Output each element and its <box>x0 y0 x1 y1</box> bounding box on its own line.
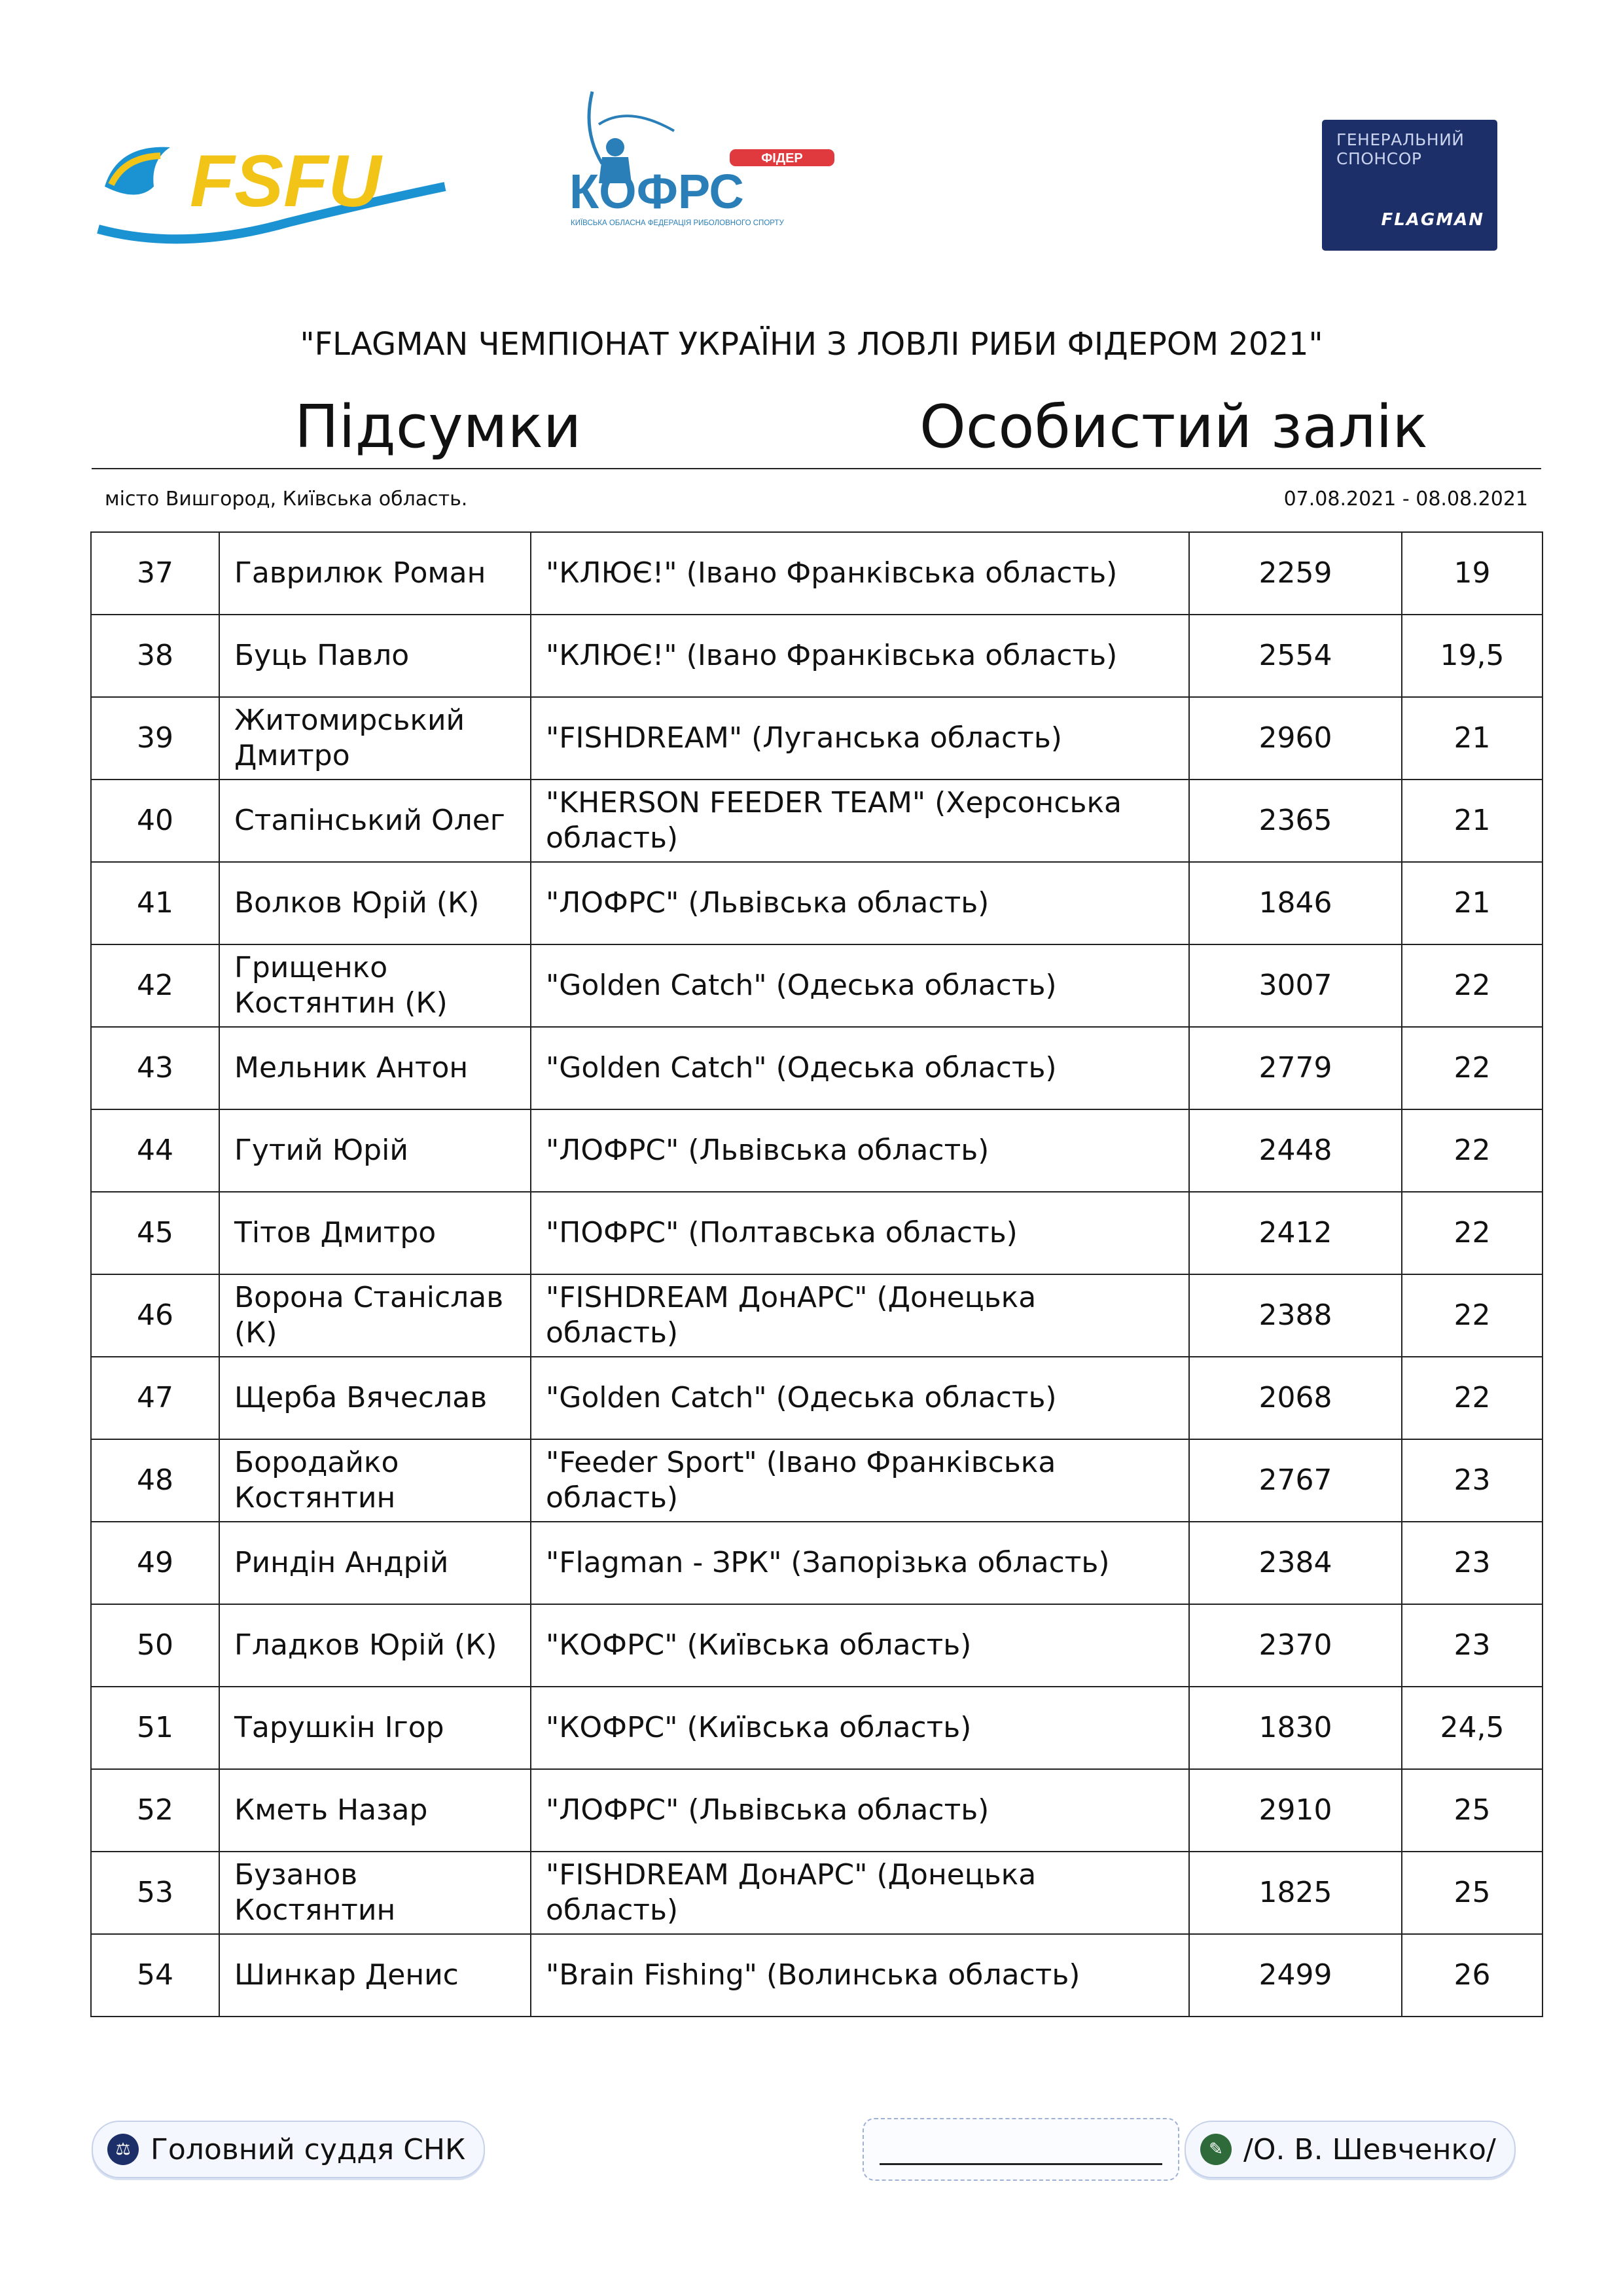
kofrs-subtitle: КИЇВСЬКА ОБЛАСНА ФЕДЕРАЦІЯ РИБОЛОВНОГО СПОРТУ <box>571 219 784 227</box>
cell-num: 51 <box>91 1687 219 1769</box>
cell-name: Грищенко Костянтин (К) <box>219 944 531 1027</box>
cell-team: "Brain Fishing" (Волинська область) <box>531 1934 1189 2017</box>
table-row <box>91 1852 1543 1934</box>
cell-score: 22 <box>1402 1027 1543 1109</box>
cell-num: 45 <box>91 1192 219 1274</box>
table-row <box>91 862 1543 944</box>
judge-name: /О. В. Шевченко/ <box>1243 2132 1496 2166</box>
cell-score: 25 <box>1402 1769 1543 1852</box>
cell-num: 49 <box>91 1522 219 1604</box>
cell-weight: 1825 <box>1189 1852 1402 1934</box>
cell-num: 48 <box>91 1439 219 1522</box>
table-row <box>91 615 1543 697</box>
subtitle-results: Підсумки <box>294 393 582 461</box>
dates-text: 07.08.2021 - 08.08.2021 <box>1283 488 1528 511</box>
cell-score: 21 <box>1402 780 1543 862</box>
cell-score: 22 <box>1402 1357 1543 1439</box>
cell-team: "Flagman - ЗРК" (Запорізька область) <box>531 1522 1189 1604</box>
table-row <box>91 1522 1543 1604</box>
cell-weight: 2384 <box>1189 1522 1402 1604</box>
signature-pen-icon: ✎ <box>1200 2134 1232 2165</box>
cell-num: 41 <box>91 862 219 944</box>
sponsor-badge <box>1322 120 1497 251</box>
cell-weight: 2259 <box>1189 532 1402 615</box>
cell-num: 43 <box>91 1027 219 1109</box>
cell-weight: 2370 <box>1189 1604 1402 1687</box>
sponsor-line-1: ГЕНЕРАЛЬНИЙ <box>1336 130 1465 149</box>
cell-name: Тітов Дмитро <box>219 1192 531 1274</box>
cell-score: 23 <box>1402 1522 1543 1604</box>
cell-team: "KHERSON FEEDER TEAM" (Херсонська область) <box>531 780 1189 862</box>
cell-num: 37 <box>91 532 219 615</box>
sponsor-brand: FLAGMAN <box>1381 210 1484 230</box>
table-row <box>91 1934 1543 2017</box>
cell-name: Щерба Вячеслав <box>219 1357 531 1439</box>
judge-label: Головний суддя СНК <box>151 2132 466 2166</box>
cell-team: "FISHDREAM ДонАРС" (Донецька область) <box>531 1274 1189 1357</box>
cell-weight: 2779 <box>1189 1027 1402 1109</box>
kofrs-badge-text: ФІДЕР <box>761 151 803 166</box>
table-row <box>91 1357 1543 1439</box>
cell-num: 52 <box>91 1769 219 1852</box>
cell-score: 19 <box>1402 532 1543 615</box>
cell-name: Тарушкін Ігор <box>219 1687 531 1769</box>
fsfu-logo <box>92 124 458 255</box>
table-row <box>91 780 1543 862</box>
cell-name: Бузанов Костянтин <box>219 1852 531 1934</box>
cell-team: "КЛЮЄ!" (Івано Франківська область) <box>531 615 1189 697</box>
judge-name-chip[interactable] <box>1185 2121 1516 2178</box>
cell-team: "ЛОФРС" (Львівська область) <box>531 1769 1189 1852</box>
cell-num: 38 <box>91 615 219 697</box>
cell-weight: 2448 <box>1189 1109 1402 1192</box>
cell-weight: 2767 <box>1189 1439 1402 1522</box>
cell-team: "FISHDREAM" (Луганська область) <box>531 697 1189 780</box>
cell-team: "Golden Catch" (Одеська область) <box>531 1357 1189 1439</box>
title-divider <box>92 468 1541 469</box>
cell-num: 46 <box>91 1274 219 1357</box>
judge-gavel-icon: ⚖ <box>107 2134 139 2165</box>
document-title: "FLAGMAN ЧЕМПІОНАТ УКРАЇНИ З ЛОВЛІ РИБИ ФІДЕРОМ 2021" <box>300 326 1323 363</box>
cell-weight: 2499 <box>1189 1934 1402 2017</box>
table-row <box>91 1192 1543 1274</box>
cell-num: 50 <box>91 1604 219 1687</box>
cell-weight: 2365 <box>1189 780 1402 862</box>
cell-name: Стапінський Олег <box>219 780 531 862</box>
cell-name: Гутий Юрій <box>219 1109 531 1192</box>
cell-score: 23 <box>1402 1439 1543 1522</box>
cell-name: Гладков Юрій (К) <box>219 1604 531 1687</box>
cell-team: "ЛОФРС" (Львівська область) <box>531 862 1189 944</box>
cell-name: Буць Павло <box>219 615 531 697</box>
fsfu-logo-text: FSFU <box>190 140 382 222</box>
cell-name: Кметь Назар <box>219 1769 531 1852</box>
cell-team: "КОФРС" (Київська область) <box>531 1604 1189 1687</box>
signature-line <box>880 2163 1162 2165</box>
cell-weight: 2412 <box>1189 1192 1402 1274</box>
cell-score: 22 <box>1402 1109 1543 1192</box>
table-row <box>91 1109 1543 1192</box>
table-row <box>91 1027 1543 1109</box>
cell-score: 22 <box>1402 1274 1543 1357</box>
kofrs-logo <box>563 85 851 236</box>
cell-num: 39 <box>91 697 219 780</box>
table-row <box>91 1274 1543 1357</box>
cell-name: Волков Юрій (К) <box>219 862 531 944</box>
results-table <box>90 531 1543 2017</box>
table-row <box>91 944 1543 1027</box>
cell-score: 25 <box>1402 1852 1543 1934</box>
cell-name: Житомирський Дмитро <box>219 697 531 780</box>
cell-score: 22 <box>1402 944 1543 1027</box>
kofrs-logo-text: КОФРС <box>569 164 744 219</box>
cell-score: 21 <box>1402 862 1543 944</box>
cell-num: 54 <box>91 1934 219 2017</box>
subtitle-individual: Особистий залік <box>919 393 1428 461</box>
cell-team: "КОФРС" (Київська область) <box>531 1687 1189 1769</box>
signature-field[interactable] <box>863 2118 1179 2181</box>
cell-num: 44 <box>91 1109 219 1192</box>
table-row <box>91 532 1543 615</box>
cell-score: 23 <box>1402 1604 1543 1687</box>
cell-score: 22 <box>1402 1192 1543 1274</box>
cell-team: "ЛОФРС" (Львівська область) <box>531 1109 1189 1192</box>
cell-num: 53 <box>91 1852 219 1934</box>
cell-weight: 2960 <box>1189 697 1402 780</box>
table-row <box>91 1439 1543 1522</box>
cell-score: 26 <box>1402 1934 1543 2017</box>
table-row <box>91 1769 1543 1852</box>
cell-team: "Golden Catch" (Одеська область) <box>531 944 1189 1027</box>
cell-team: "Feeder Sport" (Івано Франківська область) <box>531 1439 1189 1522</box>
cell-num: 42 <box>91 944 219 1027</box>
cell-score: 19,5 <box>1402 615 1543 697</box>
table-row <box>91 697 1543 780</box>
cell-score: 21 <box>1402 697 1543 780</box>
cell-weight: 2388 <box>1189 1274 1402 1357</box>
cell-team: "КЛЮЄ!" (Івано Франківська область) <box>531 532 1189 615</box>
cell-num: 40 <box>91 780 219 862</box>
cell-name: Бородайко Костянтин <box>219 1439 531 1522</box>
cell-weight: 2910 <box>1189 1769 1402 1852</box>
table-row <box>91 1687 1543 1769</box>
sponsor-line-2: СПОНСОР <box>1336 149 1422 168</box>
cell-team: "ПОФРС" (Полтавська область) <box>531 1192 1189 1274</box>
cell-weight: 2068 <box>1189 1357 1402 1439</box>
cell-name: Риндін Андрій <box>219 1522 531 1604</box>
cell-name: Ворона Станіслав (К) <box>219 1274 531 1357</box>
table-row <box>91 1604 1543 1687</box>
cell-name: Мельник Антон <box>219 1027 531 1109</box>
cell-weight: 1846 <box>1189 862 1402 944</box>
cell-name: Гаврилюк Роман <box>219 532 531 615</box>
cell-num: 47 <box>91 1357 219 1439</box>
cell-team: "Golden Catch" (Одеська область) <box>531 1027 1189 1109</box>
cell-score: 24,5 <box>1402 1687 1543 1769</box>
signature-footer <box>0 2113 1623 2185</box>
cell-name: Шинкар Денис <box>219 1934 531 2017</box>
cell-team: "FISHDREAM ДонАРС" (Донецька область) <box>531 1852 1189 1934</box>
cell-weight: 2554 <box>1189 615 1402 697</box>
location-text: місто Вишгород, Київська область. <box>105 488 468 511</box>
cell-weight: 3007 <box>1189 944 1402 1027</box>
judge-title-chip[interactable] <box>92 2121 485 2178</box>
cell-weight: 1830 <box>1189 1687 1402 1769</box>
